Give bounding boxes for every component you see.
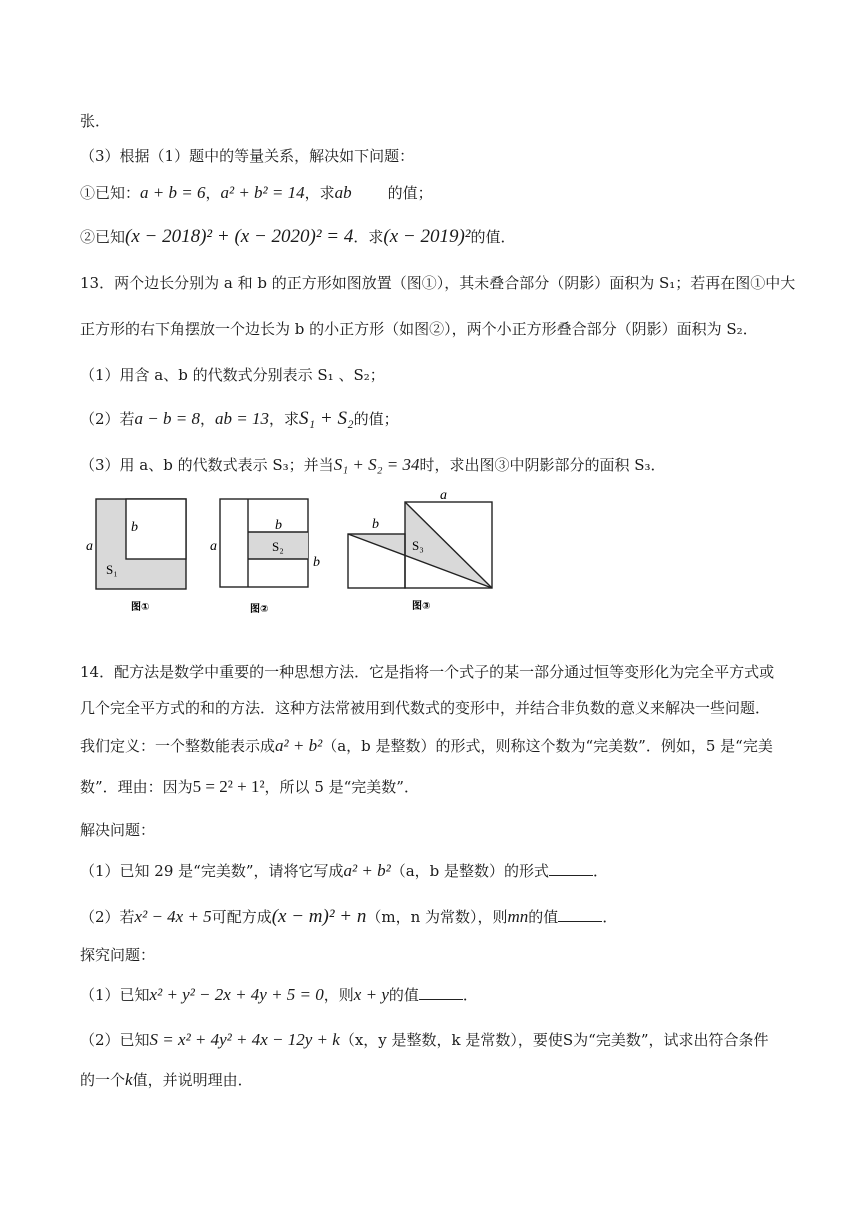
expr-a2-b2: a² + b²: [275, 736, 323, 755]
q12-sub1: [80, 182, 433, 204]
mid-text: 可配方成: [211, 908, 272, 926]
figure-3: [348, 488, 492, 612]
prefix-text: （1）已知 29 是“完美数”，请将它写成: [80, 862, 344, 880]
fig1-label-s1: S₁: [106, 562, 118, 577]
fig1-label-b: b: [131, 520, 138, 535]
fig3-caption: 图③: [412, 601, 431, 612]
q14-para-4: [80, 776, 419, 798]
sep: ，: [200, 410, 216, 428]
explore-q2-cont: [80, 1069, 253, 1091]
prefix-text: 我们定义：一个整数能表示成: [80, 737, 276, 755]
suffix-text: ，所以 5 是“完美数”．: [264, 778, 419, 796]
q12-sub2-prefix: ②已知: [80, 228, 126, 246]
eq-ab: ab = 13: [215, 409, 269, 428]
suffix-text: （a，b 是整数）的形式: [390, 862, 550, 880]
expr-k: k: [125, 1070, 133, 1089]
fig2-caption: 图②: [250, 604, 269, 615]
expr-a2-b2: a² + b²: [343, 861, 391, 880]
suffix-text: 的值；: [387, 184, 433, 202]
expr-5-equals: 5 = 2² + 1²: [192, 777, 265, 796]
prefix-text: （2）若: [80, 908, 135, 926]
expr-s-definition: S = x² + 4y² + 4x − 12y + k: [149, 1030, 340, 1049]
explore-q2: [80, 1029, 769, 1051]
fig2-label-b-top: b: [275, 518, 282, 533]
suffix-text: （a，b 是整数）的形式，则称这个数为“完美数”．例如，5 是“完美: [322, 737, 773, 755]
eq-given-squares: (x − 2018)² + (x − 2020)² = 4: [125, 226, 354, 247]
suffix-text: 的值: [528, 908, 559, 926]
suffix-text: 的值．: [470, 228, 516, 246]
fig2-label-b-right: b: [313, 555, 320, 570]
fig3-label-s3: S₃: [412, 538, 424, 553]
expr-target-square: (x − 2019)²: [383, 226, 471, 247]
q13-figures: [82, 488, 522, 618]
suffix-text: （x，y 是整数，k 是常数），要使S为“完美数”，试求出符合条件: [339, 1031, 769, 1049]
expr-equation: x² + y² − 2x + 4y + 5 = 0: [149, 985, 324, 1004]
eq-sum-squares: a² + b² = 14: [220, 183, 305, 202]
solve-q2: [80, 906, 617, 928]
mid-text: ，求: [304, 184, 335, 202]
expr-mn: mn: [507, 907, 529, 926]
eq-a-minus-b: a − b = 8: [134, 409, 200, 428]
explore-q1: [80, 984, 478, 1006]
expr-completed-square: (x − m)² + n: [271, 906, 367, 927]
suffix-text: 时，求出图③中阴影部分的面积 S₃．: [419, 456, 666, 474]
prefix-text: （3）用 a、b 的代数式表示 S₃；并当: [80, 456, 334, 474]
answer-blank: [549, 861, 593, 876]
figure-2: [210, 499, 320, 615]
fig1-caption: 图①: [131, 602, 150, 613]
mid-text-2: （m，n 为常数），则: [366, 908, 508, 926]
q12-sub1-prefix: ①已知：: [80, 184, 141, 202]
fig3-label-b: b: [372, 517, 379, 532]
q12-part3-intro: （3）根据（1）题中的等量关系，解决如下问题：: [80, 147, 415, 165]
q14-para-3: [80, 735, 773, 757]
explore-heading: 探究问题：: [80, 946, 156, 964]
q14-para-1: 14．配方法是数学中重要的一种思想方法．它是指将一个式子的某一部分通过恒等变形化为完全平方式或: [80, 663, 775, 681]
expr-x-plus-y: x + y: [353, 985, 389, 1004]
q13-part2: [80, 408, 399, 430]
q12-sub2: [80, 226, 516, 248]
prefix-text: 数”．理由：因为: [80, 778, 193, 796]
q13-part1: （1）用含 a、b 的代数式分别表示 S₁ 、S₂；: [80, 366, 385, 384]
mid-text: ，求: [269, 410, 300, 428]
q13-para-1: 13．两个边长分别为 a 和 b 的正方形如图放置（图①），其未叠合部分（阴影）面积为 S₁；若再在图①中大: [80, 274, 796, 292]
q13-para-2: 正方形的右下角摆放一个边长为 b 的小正方形（如图②），两个小正方形叠合部分（阴影）面积为 S₂．: [80, 320, 758, 338]
mid-text: ．求: [353, 228, 384, 246]
answer-blank: [558, 907, 602, 922]
suffix-text: 的值；: [353, 410, 399, 428]
expr-s1-plus-s2: S₁ + S₂: [299, 408, 354, 429]
fig2-label-s2: S₂: [272, 539, 284, 554]
prefix-text: 的一个: [80, 1071, 126, 1089]
q14-para-2: 几个完全平方式的和的方法．这种方法常被用到代数式的变形中，并结合非负数的意义来解决一些问题．: [80, 699, 771, 717]
expr-ab: ab: [334, 183, 352, 202]
q13-part3: [80, 454, 666, 476]
sep: ，: [205, 184, 221, 202]
period: ．: [593, 862, 609, 880]
figure-1: [86, 499, 186, 613]
solve-heading: 解决问题：: [80, 821, 156, 839]
mid-text: ，则: [323, 986, 354, 1004]
text-line-1: 张．: [80, 112, 111, 130]
prefix-text: （1）已知: [80, 986, 150, 1004]
suffix-text: 值，并说明理由．: [132, 1071, 253, 1089]
period: ．: [602, 908, 618, 926]
prefix-text: （2）已知: [80, 1031, 150, 1049]
expr-quadratic: x² − 4x + 5: [134, 907, 212, 926]
solve-q1: [80, 860, 608, 882]
fig1-label-a: a: [86, 539, 93, 554]
suffix-text: 的值: [388, 986, 419, 1004]
eq-a-plus-b: a + b = 6: [140, 183, 206, 202]
period: ．: [462, 986, 478, 1004]
fig3-label-a: a: [440, 488, 447, 503]
prefix-text: （2）若: [80, 410, 135, 428]
fig2-label-a: a: [210, 539, 217, 554]
eq-s1-s2-34: S₁ + S₂ = 34: [333, 455, 420, 474]
answer-blank: [419, 985, 463, 1000]
